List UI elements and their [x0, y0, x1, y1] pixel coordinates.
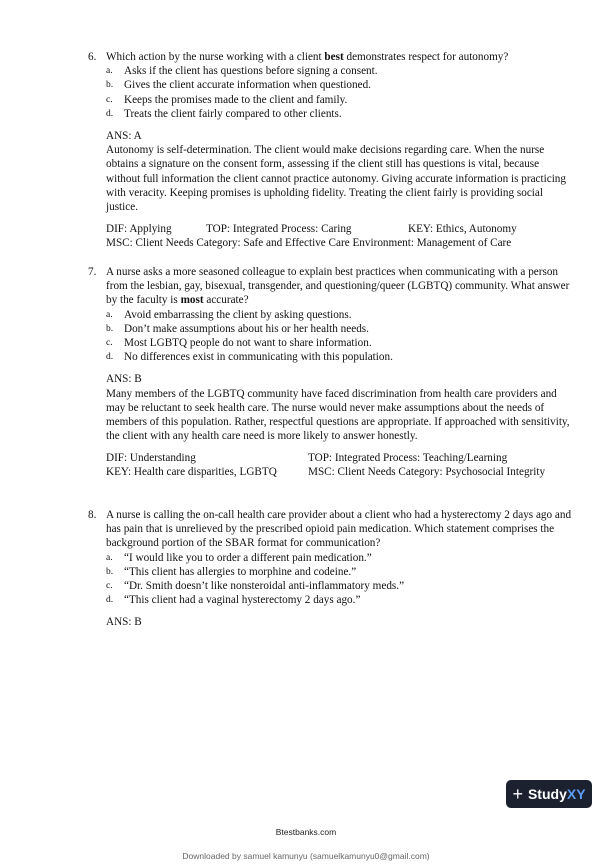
badge-study-text: Study	[527, 785, 567, 802]
option-b: b. “This client has allergies to morphine and codeine.”	[106, 565, 357, 578]
answer-options	[88, 308, 574, 365]
question-number: 6.	[88, 51, 97, 63]
option-b: b. Gives the client accurate information when questioned.	[106, 79, 371, 92]
option-a: a. “I would like you to order a different pain medication.”	[106, 551, 372, 564]
footer-site: Btestbanks.com	[275, 827, 337, 837]
question-stem: A nurse is calling the on-call health care provider about a client who had a hysterectomy 2 days ago and has pain that is unrelieved by the prescribed opioid pain medication. Which statement comprises the background portion of the SBAR format for communication?	[106, 509, 572, 550]
option-d: d. Treats the client fairly compared to other clients.	[106, 107, 342, 120]
option-a: a. Avoid embarrassing the client by asking questions.	[106, 308, 352, 321]
badge-xy-text: XY	[566, 785, 586, 802]
answer-key: ANS: B	[106, 616, 142, 629]
answer-key: ANS: B	[106, 373, 142, 386]
answer-key: ANS: A	[106, 130, 142, 143]
question-number: 8.	[88, 509, 97, 521]
option-c: c. “Dr. Smith doesn’t like nonsteroidal anti-inflammatory meds.”	[106, 580, 405, 593]
question-stem: Which action by the nurse working with a client best demonstrates respect for autonomy?	[106, 51, 509, 63]
option-a: a. Asks if the client has questions before signing a consent.	[106, 65, 378, 78]
question-metadata	[106, 222, 574, 250]
question-number: 7.	[88, 266, 97, 278]
topic: TOP: Integrated Process: Teaching/Learning	[308, 452, 508, 465]
question-8	[88, 508, 574, 630]
studyxy-badge[interactable]	[506, 780, 592, 808]
answer-options	[88, 551, 574, 608]
question-metadata	[106, 451, 574, 479]
topic: TOP: Integrated Process: Caring	[206, 223, 352, 236]
option-c: c. Most LGBTQ people do not want to share information.	[106, 337, 372, 350]
keywords: KEY: Health care disparities, LGBTQ	[106, 466, 277, 479]
footer-download-note: Downloaded by samuel kamunyu (samuelkamunyu0@gmail.com)	[182, 851, 430, 861]
question-6	[88, 50, 574, 250]
option-b: b. Don’t make assumptions about his or her health needs.	[106, 322, 369, 335]
question-stem: A nurse asks a more seasoned colleague to explain best practices when communicating with a person from the lesbian, gay, bisexual, transgender, and questioning/queer (LGBTQ) community. What answer by the faculty is most accurate?	[106, 266, 570, 307]
difficulty: DIF: Applying	[106, 223, 172, 236]
plus-icon: +	[512, 784, 523, 804]
question-7	[88, 265, 574, 479]
option-c: c. Keeps the promises made to the client and family.	[106, 93, 348, 106]
rationale: Autonomy is self-determination. The client would make decisions regarding care. When the nurse obtains a signature on the consent form, assessing if the client still has questions is vital, because without full information the client cannot practice autonomy. Giving accurate information is practicing with veracity. Keeping promises is upholding fidelity. Treating the client fairly is providing social justice.	[106, 144, 566, 214]
option-d: d. No differences exist in communicating with this population.	[106, 351, 393, 364]
option-d: d. “This client had a vaginal hysterectomy 2 days ago.”	[106, 594, 361, 607]
rationale: Many members of the LGBTQ community have faced discrimination from health care providers and may be reluctant to seek health care. The nurse would never make assumptions about the needs of members of this population. Rather, respectful questions are appropriate. If approached with sensitivity, the client with any health care need is more likely to answer honestly.	[106, 387, 570, 443]
msc-category: MSC: Client Needs Category: Psychosocial Integrity	[308, 466, 546, 479]
keywords: KEY: Ethics, Autonomy	[408, 223, 517, 236]
answer-options	[88, 64, 574, 121]
difficulty: DIF: Understanding	[106, 452, 196, 465]
msc-category: MSC: Client Needs Category: Safe and Effective Care Environment: Management of Care	[106, 237, 512, 250]
